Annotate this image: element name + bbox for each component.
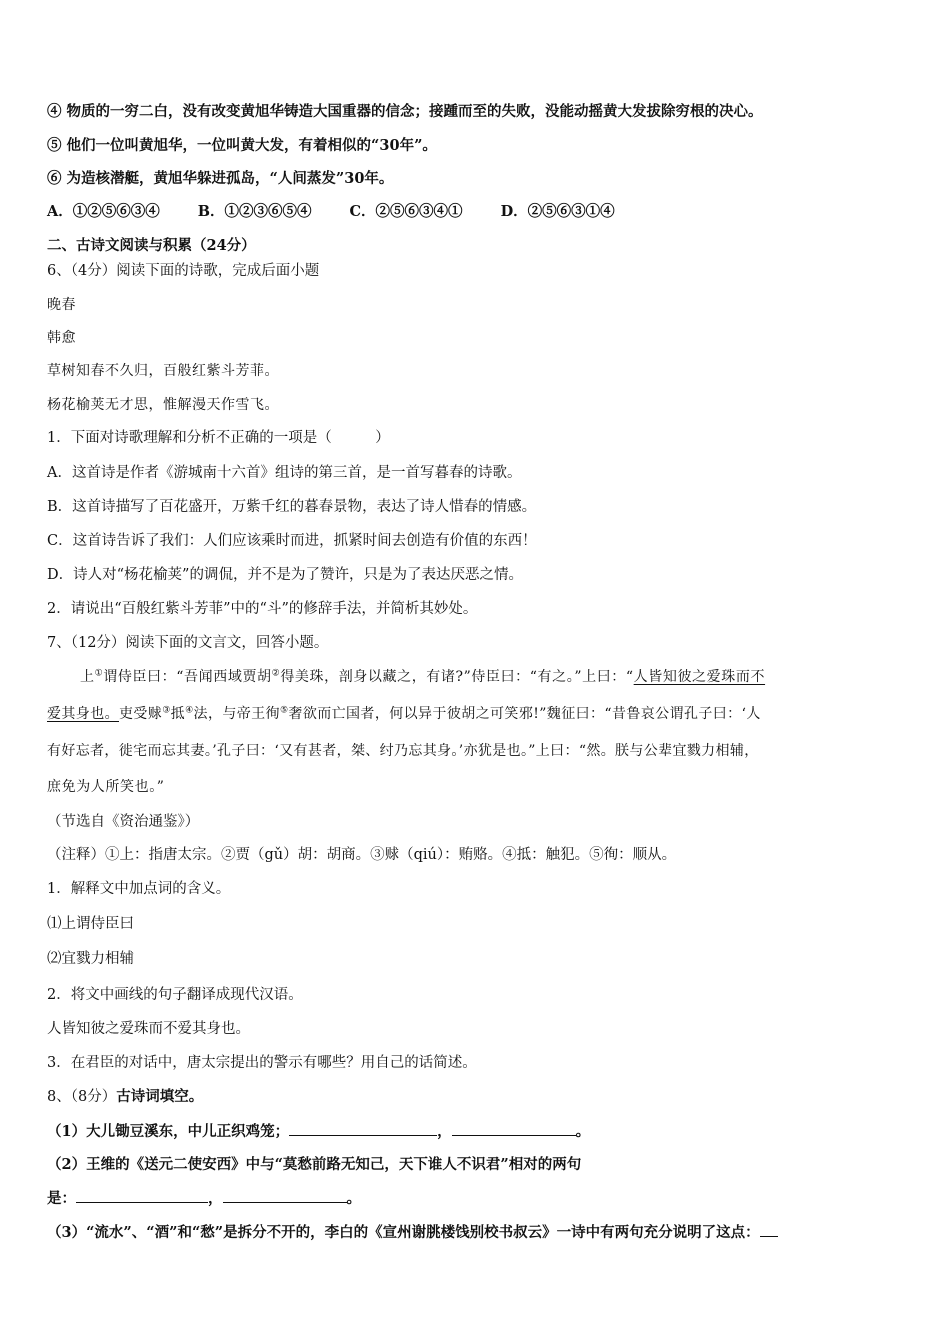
classical-text-line-1: 上①谓侍臣曰：“吾闻西域贾胡②得美珠，剖身以藏之，有诸?”侍臣曰：“有之。”上曰：“人皆知彼之爱珠而不 — [80, 668, 766, 685]
q6-option-a: A．这首诗是作者《游城南十六首》组诗的第三首，是一首写暮春的诗歌。 — [47, 465, 522, 481]
q7-sub-2: 2．将文中画线的句子翻译成现代汉语。 — [47, 987, 303, 1003]
section-2-title: 二、古诗文阅读与积累（24分） — [47, 237, 256, 254]
q6-sub-2: 2．请说出“百般红紫斗芳菲”中的“斗”的修辞手法，并简析其妙处。 — [47, 601, 478, 617]
text-notes: （注释）①上：指唐太宗。②贾（gǔ）胡：胡商。③赇（qiú）：贿赂。④抵：触犯。⑤徇：顺从。 — [47, 847, 677, 863]
q8-line-2: （2）王维的《送元二使安西》中与“莫愁前路无知己，天下谁人不识君”相对的两句 — [47, 1156, 582, 1173]
q5-option-d: D．②⑤⑥③①④ — [500, 203, 615, 220]
q5-item-6: ⑥ 为造核潜艇，黄旭华躲进孤岛，“人间蒸发”30年。 — [47, 170, 394, 187]
classical-text-line-2: 爱其身也。吏受赇③抵④法，与帝王徇⑤奢欲而亡国者，何以异于彼胡之可笑邪!”魏征曰：“昔鲁哀公谓孔子曰：‘人 — [47, 705, 761, 722]
text-source: （节选自《资治通鉴》） — [47, 814, 200, 830]
poem-author: 韩愈 — [47, 330, 76, 346]
classical-text-line-4: 庶免为人所笑也。” — [47, 779, 165, 795]
q5-option-b: B．①②③⑥⑤④ — [197, 203, 312, 220]
answer-blank[interactable] — [289, 1121, 437, 1136]
q8-header: 8、（8分）古诗词填空。 — [47, 1088, 204, 1105]
answer-blank[interactable] — [223, 1188, 347, 1203]
answer-blank[interactable] — [760, 1222, 778, 1237]
classical-text-line-3: 有好忘者，徙宅而忘其妻。’孔子曰：‘又有甚者，桀、纣乃忘其身。’亦犹是也。”上曰：“然。朕与公辈宜戮力相辅， — [47, 743, 759, 759]
answer-blank[interactable] — [452, 1121, 576, 1136]
q7-sub-1-2: ⑵宜戮力相辅 — [47, 951, 134, 967]
q7-sub-2-text: 人皆知彼之爱珠而不爱其身也。 — [47, 1021, 250, 1037]
q6-option-c: C．这首诗告诉了我们：人们应该乘时而进，抓紧时间去创造有价值的东西！ — [47, 533, 537, 549]
q5-item-4: ④ 物质的一穷二白，没有改变黄旭华铸造大国重器的信念；接踵而至的失败，没能动摇黄大发拔除穷根的决心。 — [47, 103, 763, 120]
q6-option-d: D．诗人对“杨花榆荚”的调侃，并不是为了赞许，只是为了表达厌恶之情。 — [47, 567, 523, 583]
q7-sub-1-1: ⑴上谓侍臣曰 — [47, 916, 134, 932]
q6-sub-1: 1．下面对诗歌理解和分析不正确的一项是（ ） — [47, 430, 390, 446]
q5-item-5: ⑤ 他们一位叫黄旭华，一位叫黄大发，有着相似的“30年”。 — [47, 137, 437, 154]
poem-title: 晚春 — [47, 297, 76, 313]
poem-line-1: 草树知春不久归，百般红紫斗芳菲。 — [47, 363, 279, 379]
q5-option-c: C．②⑤⑥③④① — [349, 203, 463, 220]
underlined-sentence: 人皆知彼之爱珠而不 — [633, 669, 766, 685]
q8-line-3: 是： ， 。 — [47, 1190, 361, 1207]
q8-line-1: （1）大儿锄豆溪东，中儿正织鸡笼； ， 。 — [47, 1123, 591, 1140]
underlined-sentence-end: 爱其身也。 — [47, 706, 119, 722]
q6-option-b: B．这首诗描写了百花盛开，万紫千红的暮春景物，表达了诗人惜春的情感。 — [47, 499, 537, 515]
q7-sub-3: 3．在君臣的对话中，唐太宗提出的警示有哪些？用自己的话简述。 — [47, 1055, 477, 1071]
q6-header: 6、（4分）阅读下面的诗歌，完成后面小题 — [47, 263, 320, 279]
q7-header: 7、（12分）阅读下面的文言文，回答小题。 — [47, 635, 329, 651]
q7-sub-1: 1．解释文中加点词的含义。 — [47, 881, 231, 897]
q8-line-4: （3）“流水”、“酒”和“愁”是拆分不开的，李白的《宣州谢朓楼饯别校书叔云》一诗中有两句充分说明了这点： — [47, 1222, 778, 1243]
q5-options — [47, 202, 653, 222]
q5-option-a: A．①②⑤⑥③④ — [47, 203, 160, 220]
answer-blank[interactable] — [76, 1188, 208, 1203]
poem-line-2: 杨花榆荚无才思，惟解漫天作雪飞。 — [47, 397, 279, 413]
